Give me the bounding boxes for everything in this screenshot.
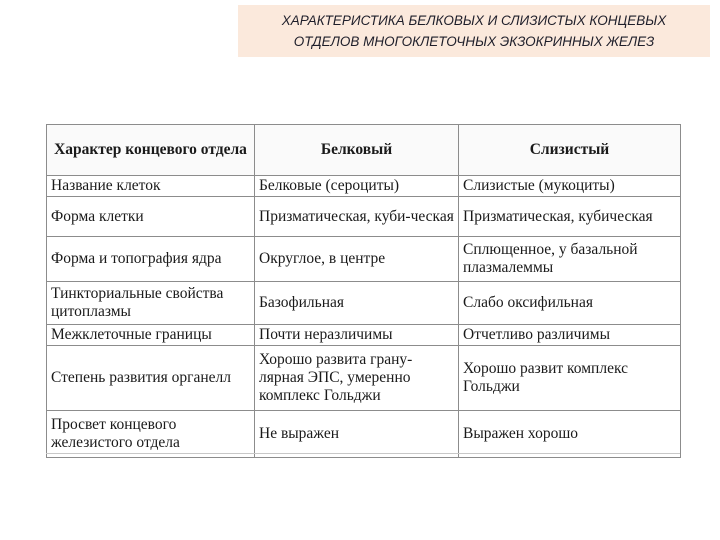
table-row bbox=[47, 176, 681, 197]
table-row bbox=[47, 197, 681, 237]
serous-cell: Призматическая, куби-ческая bbox=[255, 197, 459, 237]
row-label: Форма клетки bbox=[47, 197, 255, 237]
header-characteristic: Характер концевого отдела bbox=[47, 125, 255, 176]
header-mucous: Слизистый bbox=[459, 125, 681, 176]
mucous-cell: Сплющенное, у базальной плазмалеммы bbox=[459, 237, 681, 282]
serous-cell: Не выражен bbox=[255, 411, 459, 458]
table-header-row bbox=[47, 125, 681, 176]
serous-cell: Белковые (сероциты) bbox=[255, 176, 459, 197]
slide-title-line-2: ОТДЕЛОВ МНОГОКЛЕТОЧНЫХ ЭКЗОКРИННЫХ ЖЕЛЕЗ bbox=[293, 34, 655, 49]
slide-title-line-1: ХАРАКТЕРИСТИКА БЕЛКОВЫХ И СЛИЗИСТЫХ КОНЦЕВЫХ bbox=[281, 13, 667, 28]
table-row bbox=[47, 325, 681, 346]
mucous-cell: Слизистые (мукоциты) bbox=[459, 176, 681, 197]
table-row bbox=[47, 237, 681, 282]
table-bottom-rule bbox=[46, 453, 680, 454]
serous-cell: Почти неразличимы bbox=[255, 325, 459, 346]
row-label: Просвет концевого железистого отдела bbox=[47, 411, 255, 458]
row-label: Межклеточные границы bbox=[47, 325, 255, 346]
mucous-cell: Отчетливо различимы bbox=[459, 325, 681, 346]
row-label: Название клеток bbox=[47, 176, 255, 197]
row-label: Степень развития органелл bbox=[47, 346, 255, 411]
mucous-cell: Выражен хорошо bbox=[459, 411, 681, 458]
comparison-table bbox=[46, 124, 681, 458]
row-label: Тинкториальные свойства цитоплазмы bbox=[47, 282, 255, 325]
slide-title bbox=[238, 5, 710, 57]
serous-cell: Хорошо развита грану-лярная ЭПС, умеренно комплекс Гольджи bbox=[255, 346, 459, 411]
mucous-cell: Слабо оксифильная bbox=[459, 282, 681, 325]
table-row bbox=[47, 346, 681, 411]
header-serous: Белковый bbox=[255, 125, 459, 176]
mucous-cell: Хорошо развит комплекс Гольджи bbox=[459, 346, 681, 411]
serous-cell: Базофильная bbox=[255, 282, 459, 325]
mucous-cell: Призматическая, кубическая bbox=[459, 197, 681, 237]
table-row bbox=[47, 411, 681, 458]
serous-cell: Округлое, в центре bbox=[255, 237, 459, 282]
row-label: Форма и топография ядра bbox=[47, 237, 255, 282]
table-row bbox=[47, 282, 681, 325]
